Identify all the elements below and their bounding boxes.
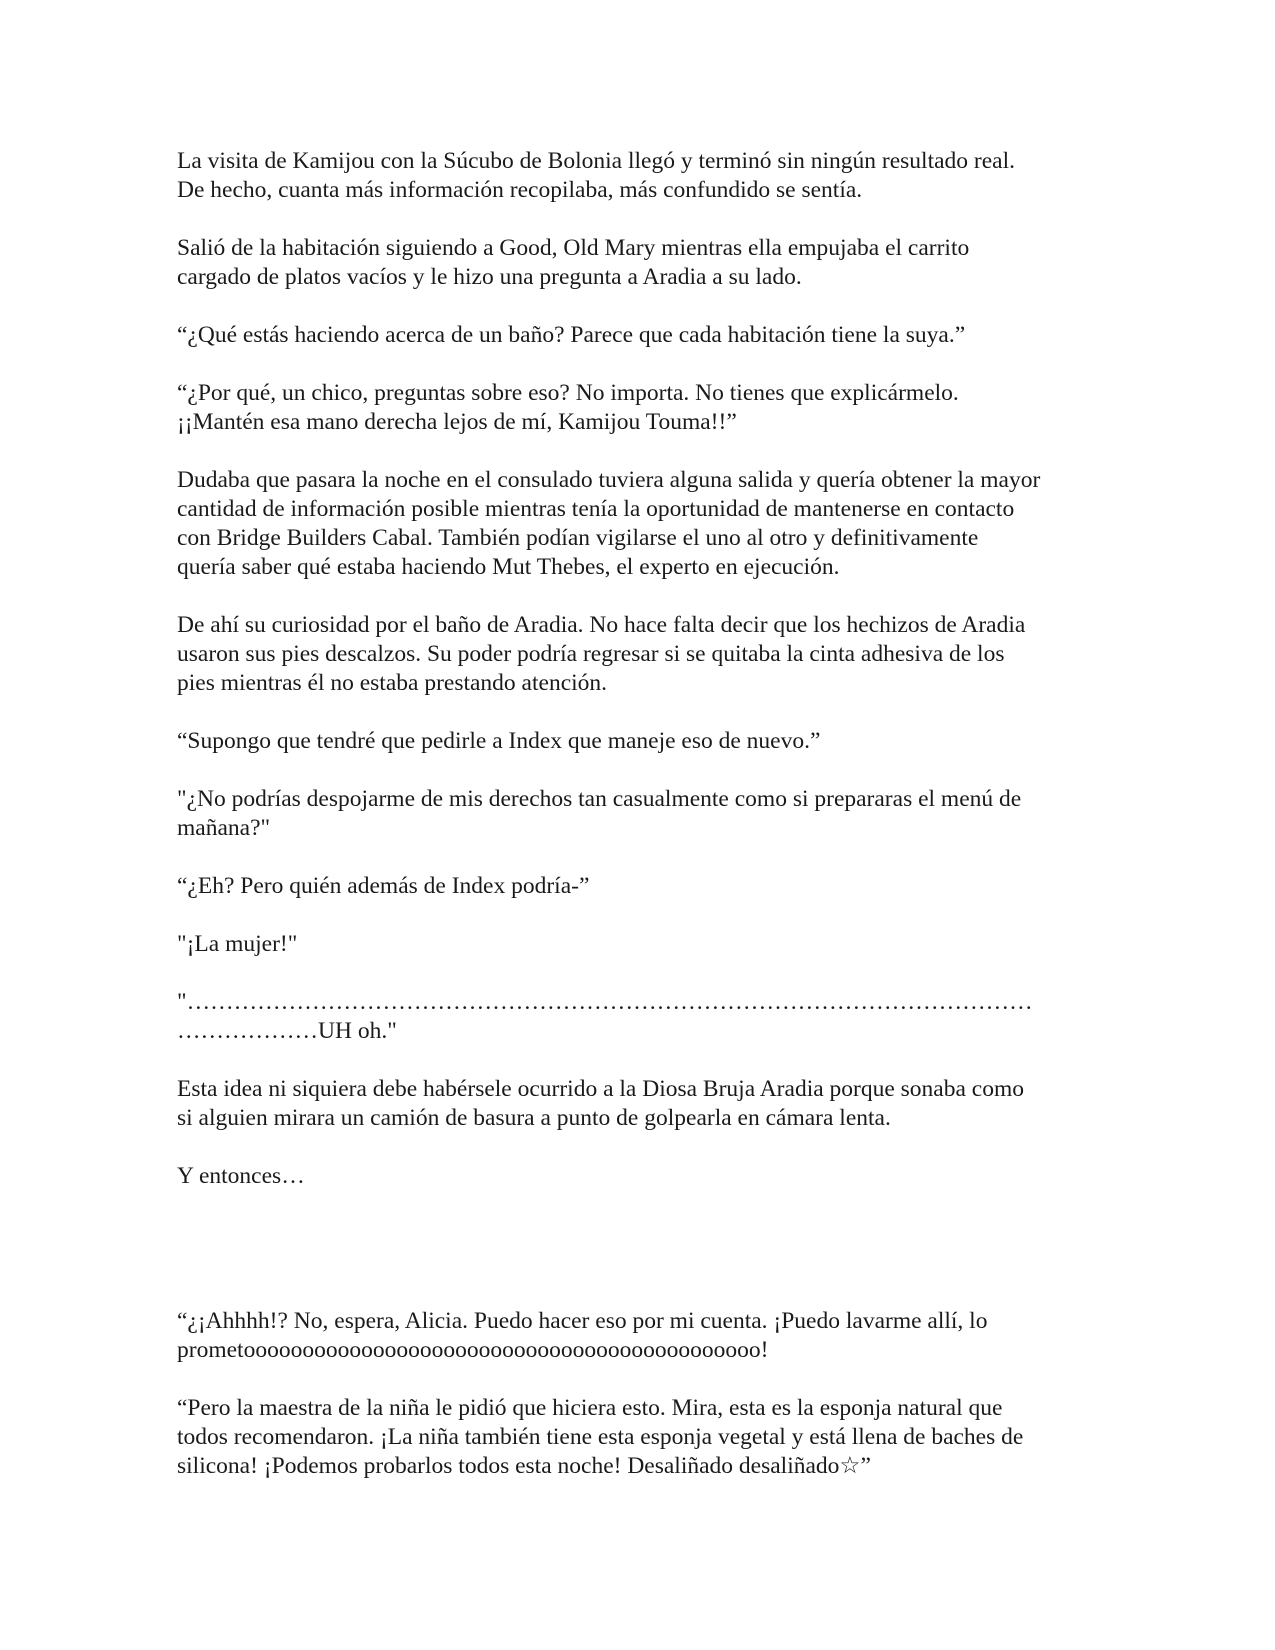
text-line: ¡¡Mantén esa mano derecha lejos de mí, Kamijou Touma!!” [177,409,737,435]
text-line: Salió de la habitación siguiendo a Good, Old Mary mientras ella empujaba el carrito [177,235,970,261]
text-line: De hecho, cuanta más información recopilaba, más confundido se sentía. [177,177,863,203]
paragraph-11 [177,988,1107,1046]
paragraph-14 [177,1307,1107,1365]
paragraph-6 [177,611,1107,698]
text-line: De ahí su curiosidad por el baño de Aradia. No hace falta decir que los hechizos de Aradia [177,612,1026,638]
text-line: mañana?" [177,815,271,841]
paragraph-15 [177,1394,1107,1481]
text-line: quería saber qué estaba haciendo Mut Thebes, el experto en ejecución. [177,554,840,580]
text-line: cantidad de información posible mientras tenía la oportunidad de mantenerse en contacto [177,496,1015,522]
scene-break [177,1220,1107,1307]
text-line: "¿No podrías despojarme de mis derechos tan casualmente como si prepararas el menú de [177,786,1022,812]
paragraph-10 [177,930,1107,959]
text-line: si alguien mirara un camión de basura a punto de golpearla en cámara lenta. [177,1105,891,1131]
text-line: todos recomendaron. ¡La niña también tiene esta esponja vegetal y está llena de baches de [177,1424,1024,1450]
paragraph-9 [177,872,1107,901]
text-line: "¡La mujer!" [177,931,298,957]
text-line: cargado de platos vacíos y le hizo una pregunta a Aradia a su lado. [177,264,802,290]
text-line: “¿Eh? Pero quién además de Index podría-” [177,873,590,899]
text-line: “¿¡Ahhhh!? No, espera, Alicia. Puedo hacer eso por mi cuenta. ¡Puedo lavarme allí, lo [177,1308,988,1334]
paragraph-5 [177,466,1107,582]
text-line: ………………UH oh." [177,1018,397,1044]
text-line: Y entonces… [177,1163,305,1189]
paragraph-3 [177,321,1107,350]
text-line: Esta idea ni siquiera debe habérsele ocurrido a la Diosa Bruja Aradia porque sonaba como [177,1076,1024,1102]
text-line: con Bridge Builders Cabal. También podían vigilarse el uno al otro y definitivamente [177,525,979,551]
text-line: silicona! ¡Podemos probarlos todos esta noche! Desaliñado desaliñado☆” [177,1453,871,1479]
text-line: “¿Por qué, un chico, preguntas sobre eso? No importa. No tienes que explicármelo. [177,380,959,406]
paragraph-8 [177,785,1107,843]
text-line: “Supongo que tendré que pedirle a Index que maneje eso de nuevo.” [177,728,821,754]
paragraph-7 [177,727,1107,756]
paragraph-4 [177,379,1107,437]
text-line: “¿Qué estás haciendo acerca de un baño? Parece que cada habitación tiene la suya.” [177,322,966,348]
text-line: La visita de Kamijou con la Súcubo de Bolonia llegó y terminó sin ningún resultado real. [177,148,1015,174]
paragraph-2 [177,234,1107,292]
text-line: "……………………………………………………………………………………………… [177,989,1033,1015]
body-text [177,147,1107,1510]
text-line: Dudaba que pasara la noche en el consulado tuviera alguna salida y quería obtener la mayor [177,467,1041,493]
text-line: usaron sus pies descalzos. Su poder podría regresar si se quitaba la cinta adhesiva de los [177,641,1005,667]
paragraph-12 [177,1075,1107,1133]
paragraph-13 [177,1162,1107,1191]
text-line: pies mientras él no estaba prestando atención. [177,670,608,696]
text-line: prometoooooooooooooooooooooooooooooooooooooooooooo! [177,1337,769,1363]
paragraph-1 [177,147,1107,205]
text-line: “Pero la maestra de la niña le pidió que hiciera esto. Mira, esta es la esponja natural que [177,1395,1003,1421]
